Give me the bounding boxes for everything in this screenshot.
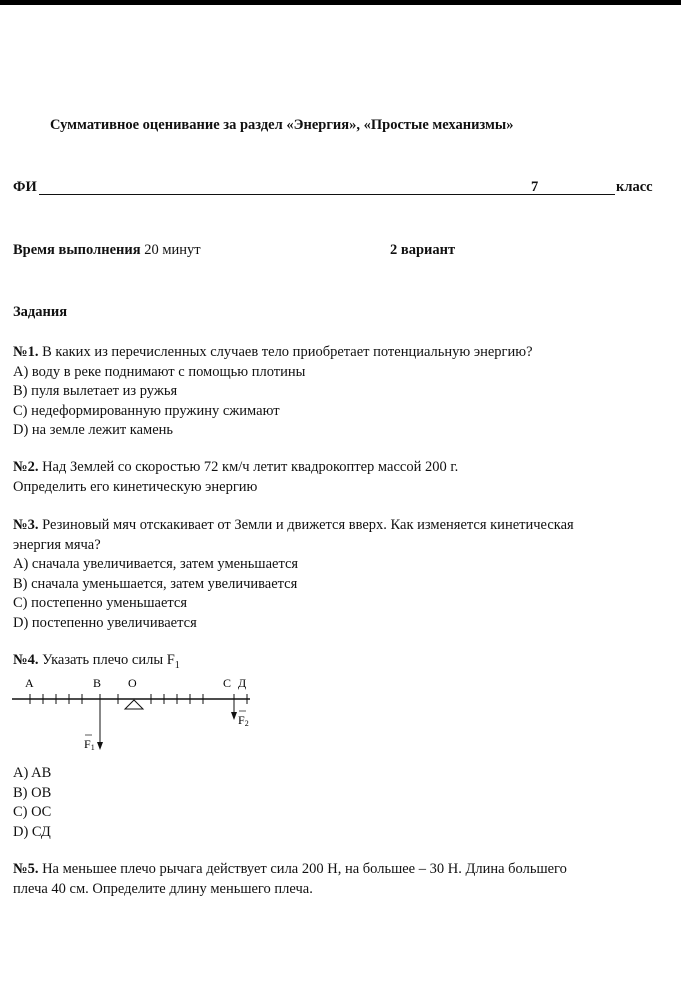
q2-line2: Определить его кинетическую энергию [13,478,258,495]
name-blank-line [39,194,543,195]
top-border [0,0,681,5]
q1-option-b: B) пуля вылетает из ружья [13,383,178,399]
point-label-a: A [25,676,34,690]
q1-text: В каких из перечисленных случаев тело приобретает потенциальную энергию? [38,344,533,360]
q2-number: №2. [13,459,39,475]
force-f2-sub: 2 [244,719,249,728]
question-2 [13,458,458,497]
point-label-o: O [128,676,137,690]
q3-option-a: A) сначала увеличивается, затем уменьшается [13,556,299,572]
question-5 [13,860,567,899]
point-label-b: B [93,676,102,690]
name-class-row [13,179,658,199]
q4-text-sub: 1 [174,659,180,671]
q3-option-c: C) постепенно уменьшается [13,595,187,611]
point-label-d: Д [238,676,247,690]
q1-option-a: A) воду в реке поднимают с помощью плотины [13,363,306,380]
q1-option-d: D) на земле лежит камень [13,422,174,438]
time-info [13,242,201,259]
question-4-options [13,764,51,842]
point-label-c: C [223,676,232,690]
q4-option-d: D) СД [13,823,51,840]
force-f2-letter: F [238,713,245,727]
q5-number: №5. [13,861,39,877]
q3-option-b: B) сначала уменьшается, затем увеличивается [13,575,298,592]
question-3 [13,516,574,633]
q4-option-b: B) OB [13,784,52,801]
time-value: 20 минут [140,242,201,258]
force-f2-arrowhead-icon [231,712,237,720]
force-f1-label [84,737,95,752]
q4-option-c: C) OC [13,804,52,820]
q1-option-c: C) недеформированную пружину сжимают [13,402,280,419]
q3-option-d: D) постепенно увеличивается [13,614,197,631]
q4-number: №4. [13,652,39,668]
q5-line1: На меньшее плечо рычага действует сила 200 Н, на большее – 30 Н. Длина большего [38,861,567,877]
force-f2-label [238,713,249,728]
lever-diagram [10,672,270,760]
q4-option-a: A) AB [13,765,52,781]
fulcrum-triangle [125,700,143,709]
time-label: Время выполнения [13,242,141,258]
class-blank-line [541,194,615,195]
fi-label: ФИ [13,179,37,195]
q3-line2: энергия мяча? [13,536,101,553]
force-f1-letter: F [84,737,91,751]
q5-line2: плеча 40 см. Определите длину меньшего плеча. [13,880,313,897]
force-f1-arrowhead-icon [97,742,103,750]
variant-label: 2 вариант [390,242,456,258]
question-1 [13,343,533,441]
tasks-heading: Задания [13,304,68,320]
page-title: Суммативное оценивание за раздел «Энергия», «Простые механизмы» [50,117,514,133]
q3-line1: Резиновый мяч отскакивает от Земли и движется вверх. Как изменяется кинетическая [38,517,574,533]
force-f1-sub: 1 [90,743,95,752]
q4-text: Указать плечо силы F [38,652,175,668]
class-number: 7 [531,179,539,195]
q3-number: №3. [13,517,39,533]
q2-line1: Над Землей со скоростью 72 км/ч летит квадрокоптер массой 200 г. [38,459,459,475]
q1-number: №1. [13,344,39,360]
class-label: класс [616,179,653,195]
